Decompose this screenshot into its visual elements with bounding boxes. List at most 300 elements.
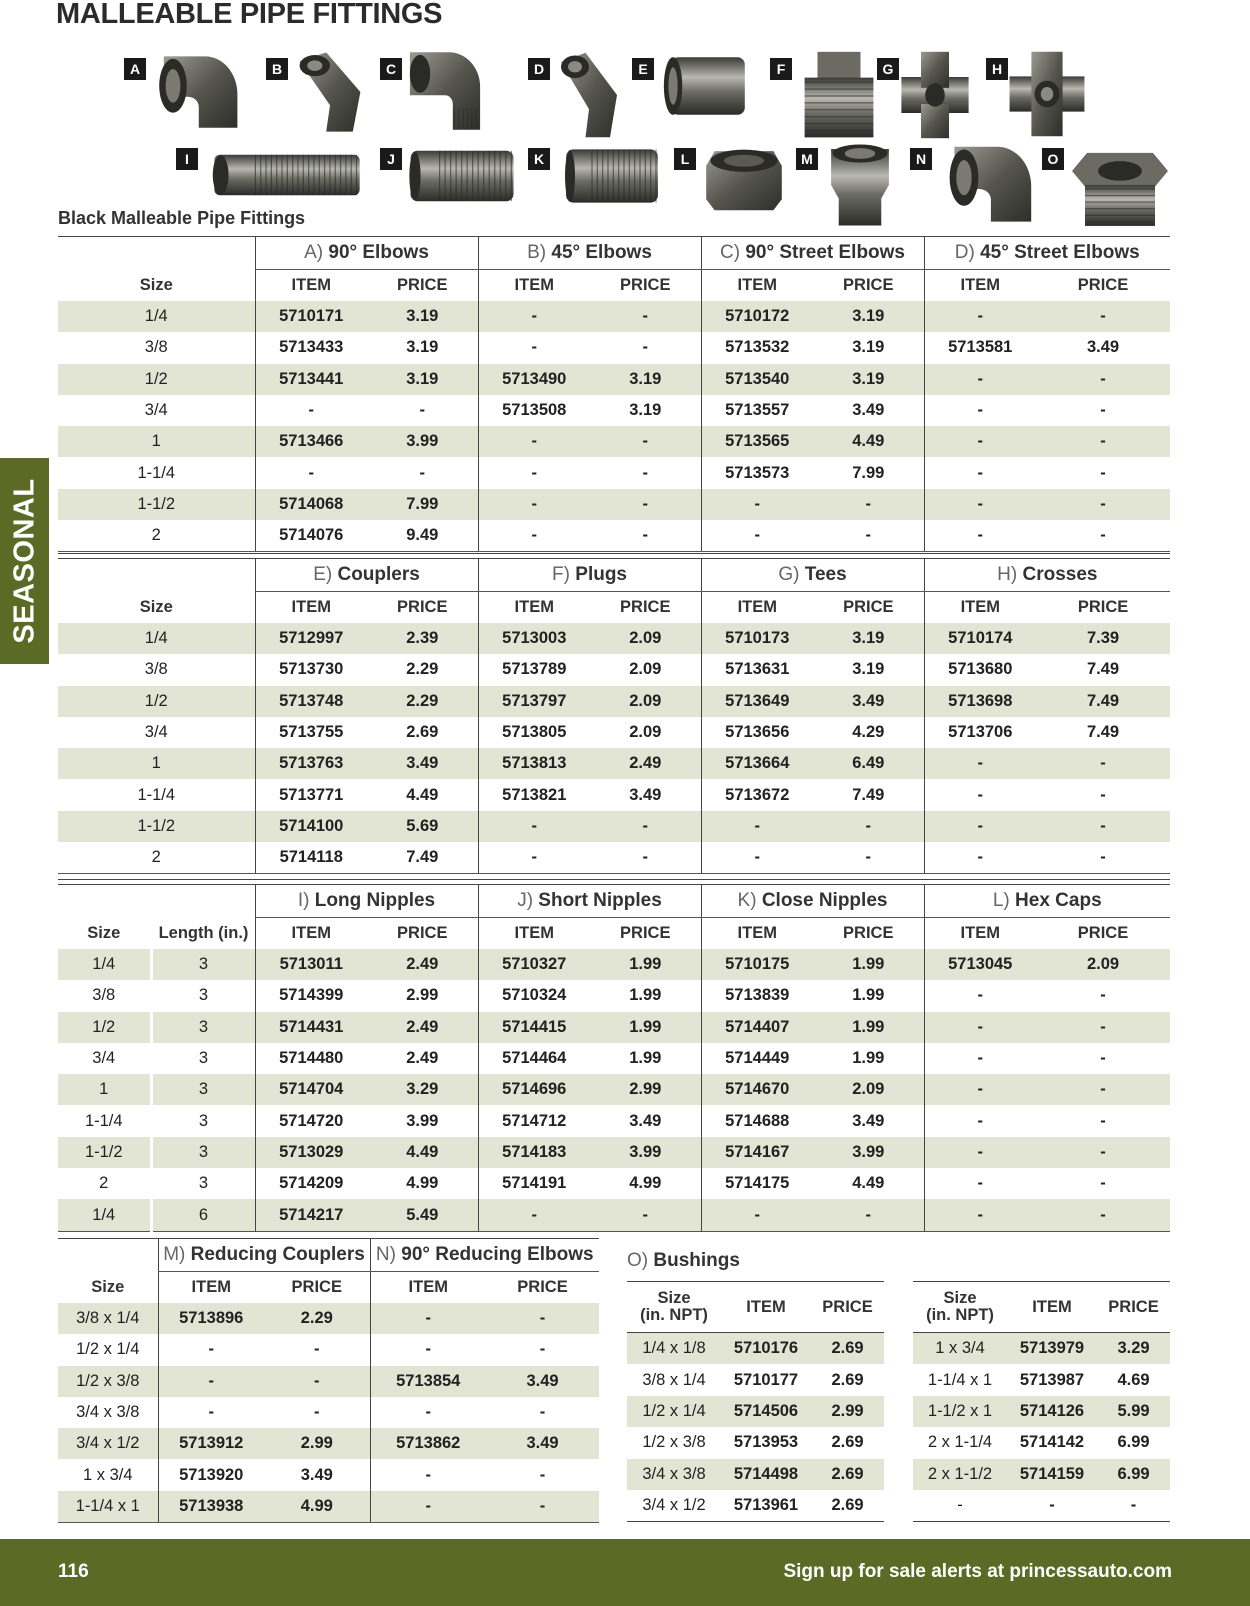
item-number-cell: - <box>478 332 590 363</box>
price-cell: 2.09 <box>629 660 662 679</box>
price-cell: - <box>1036 489 1170 520</box>
size-cell: 1 <box>58 1074 151 1105</box>
item-number-cell: 5713532 <box>701 332 813 363</box>
item-number-cell: 5713813 <box>478 748 590 779</box>
group-header: J) Short Nipples <box>478 885 701 918</box>
size-col-header: Size <box>91 1277 125 1296</box>
size-cell: 1 <box>58 748 255 779</box>
price-cell: - <box>1100 785 1106 804</box>
item-number-cell: 5713003 <box>478 623 590 654</box>
item-number-cell: 5710171 <box>255 301 367 332</box>
item-number-cell: 5714068 <box>255 489 367 520</box>
fitting-letter-label: B <box>266 58 288 80</box>
size-cell: 1/2 <box>58 1012 151 1043</box>
price-cell: 2.49 <box>406 1049 439 1068</box>
price-cell: - <box>1100 463 1106 482</box>
size-col-header: Size <box>87 923 121 942</box>
page-number: 116 <box>58 1561 89 1582</box>
item-number-cell: 5713656 <box>701 717 813 748</box>
item-number-cell: 5713748 <box>255 686 367 717</box>
item-number-cell: - <box>701 489 813 520</box>
table-divider <box>58 879 1170 880</box>
fitting-letter-label: H <box>986 58 1008 80</box>
length-cell: 3 <box>151 1074 255 1105</box>
price-cell: - <box>1100 1111 1106 1130</box>
price-cell: - <box>813 842 924 874</box>
price-cell: - <box>486 1303 599 1334</box>
item-number-cell: - <box>255 457 367 488</box>
price-cell: - <box>539 1340 546 1359</box>
fitting-letter-label: I <box>176 148 198 170</box>
price-cell: 1.99 <box>852 986 885 1005</box>
table-row <box>58 1334 599 1365</box>
price-cell: 7.99 <box>852 463 885 482</box>
table-row <box>58 364 1170 395</box>
table-caption: Black Malleable Pipe Fittings <box>58 208 306 228</box>
item-number-cell: 5714399 <box>255 980 367 1011</box>
table-row <box>913 1490 1170 1522</box>
price-cell: 3.19 <box>813 623 924 654</box>
fitting-letter-label: A <box>124 58 146 80</box>
price-cell: - <box>590 842 701 874</box>
price-cell: 3.19 <box>406 338 439 357</box>
price-cell: 3.99 <box>406 1111 439 1130</box>
item-number-cell: - <box>370 1303 486 1334</box>
item-number-cell: - <box>701 1199 813 1231</box>
price-cell: 3.19 <box>367 301 478 332</box>
group-header: C) 90° Street Elbows <box>701 237 924 270</box>
item-number-cell: - <box>478 457 590 488</box>
price-cell: - <box>1036 1074 1170 1105</box>
size-cell: 1-1/2 x 1 <box>913 1396 1007 1427</box>
item-number-cell: 5714209 <box>255 1168 367 1199</box>
size-npt-col-header: Size (in. NPT) <box>627 1282 721 1333</box>
price-cell: 2.69 <box>406 723 439 742</box>
length-cell: 3 <box>151 949 255 980</box>
item-number-cell: 5713573 <box>701 457 813 488</box>
fittings-gallery <box>0 40 1250 230</box>
price-cell: 2.49 <box>590 748 701 779</box>
group-header: N) 90° Reducing Elbows <box>370 1239 599 1272</box>
length-cell: 3 <box>151 1137 255 1168</box>
price-cell: 5.69 <box>367 811 478 842</box>
item-number-cell: - <box>370 1491 486 1523</box>
item-col-header: ITEM <box>701 918 813 950</box>
price-cell: 3.49 <box>300 1465 333 1484</box>
price-cell: - <box>1097 1490 1170 1522</box>
price-cell: 3.49 <box>813 686 924 717</box>
group-header: D) 45° Street Elbows <box>924 237 1170 270</box>
item-number-cell: 5714431 <box>255 1012 367 1043</box>
table-row <box>58 811 1170 842</box>
reducing-coupler-icon <box>822 140 898 230</box>
price-cell: 2.69 <box>811 1490 884 1522</box>
hex-cap-icon <box>702 140 786 214</box>
price-cell: - <box>486 1491 599 1523</box>
price-cell: 5.49 <box>367 1199 478 1231</box>
item-number-cell: 5714704 <box>255 1074 367 1105</box>
price-cell: - <box>1100 1049 1106 1068</box>
item-number-cell: - <box>924 457 1036 488</box>
item-number-cell: 5713896 <box>158 1303 264 1334</box>
nipples-hexcaps-table <box>58 884 1170 1232</box>
table-row <box>58 1043 1170 1074</box>
table-row <box>58 301 1170 332</box>
item-number-cell: 5713979 <box>1007 1333 1097 1365</box>
size-cell: 1-1/4 <box>84 1111 123 1130</box>
size-cell: 3/8 <box>144 660 168 679</box>
table-row <box>58 1168 1170 1199</box>
item-number-cell: 5714670 <box>701 1074 813 1105</box>
reducing-elbow-icon <box>940 138 1036 226</box>
long-nipple-icon <box>208 146 366 204</box>
item-number-cell: - <box>701 842 813 874</box>
item-number-cell: - <box>701 520 813 552</box>
price-cell: 9.49 <box>367 520 478 552</box>
table-row <box>627 1333 884 1365</box>
price-cell: - <box>314 1403 320 1422</box>
price-cell: 4.29 <box>852 723 885 742</box>
item-number-cell: 5713763 <box>255 748 367 779</box>
price-cell: 3.49 <box>629 785 662 804</box>
item-number-cell: - <box>158 1397 264 1428</box>
street-elbow-90-icon <box>406 48 484 134</box>
item-number-cell: - <box>370 1334 486 1365</box>
price-cell: - <box>590 489 701 520</box>
item-number-cell: 5710324 <box>478 980 590 1011</box>
sale-alerts-link[interactable]: Sign up for sale alerts at princessauto.com <box>783 1561 1172 1582</box>
table-row <box>58 1199 1170 1231</box>
table-row <box>58 520 1170 552</box>
item-number-cell: 5712997 <box>255 623 367 654</box>
item-number-cell: 5714449 <box>701 1043 813 1074</box>
item-number-cell: 5713672 <box>701 779 813 810</box>
length-cell: 3 <box>151 1105 255 1136</box>
price-cell: 3.19 <box>367 364 478 395</box>
item-number-cell: 5714480 <box>255 1043 367 1074</box>
length-cell: 3 <box>151 980 255 1011</box>
size-cell: 1/4 <box>58 623 255 654</box>
size-cell: 2 x 1-1/2 <box>913 1459 1007 1490</box>
item-number-cell: 5714407 <box>701 1012 813 1043</box>
price-cell: 4.49 <box>406 785 439 804</box>
price-cell: - <box>642 338 648 357</box>
price-cell: - <box>1100 401 1106 420</box>
price-cell: 4.99 <box>406 1174 439 1193</box>
item-number-cell: 5713953 <box>733 1433 799 1452</box>
price-cell: 3.19 <box>852 338 885 357</box>
item-number-cell: 5713961 <box>721 1490 811 1522</box>
group-header: L) Hex Caps <box>924 885 1170 918</box>
size-cell: 1 <box>58 426 255 457</box>
price-cell: 2.69 <box>831 1433 864 1452</box>
item-col-header: ITEM <box>255 918 367 950</box>
group-header: G) Tees <box>701 559 924 592</box>
size-cell: 3/8 x 1/4 <box>642 1370 706 1389</box>
size-cell: 3/4 x 1/2 <box>58 1428 158 1459</box>
item-number-cell: 5710174 <box>924 623 1036 654</box>
price-cell: 3.29 <box>367 1074 478 1105</box>
size-cell: 3/4 <box>92 1049 116 1068</box>
item-number-cell: - <box>158 1334 264 1365</box>
price-cell: - <box>1036 748 1170 779</box>
item-number-cell: 5713466 <box>255 426 367 457</box>
table-row <box>58 1137 1170 1168</box>
price-col-header: PRICE <box>811 1282 884 1333</box>
size-cell: 1-1/4 <box>137 785 176 804</box>
item-number-cell: 5713441 <box>255 364 367 395</box>
item-number-cell: 5710177 <box>733 1370 799 1389</box>
table-row <box>913 1427 1170 1458</box>
price-cell: 2.99 <box>811 1396 884 1427</box>
item-number-cell: 5714217 <box>255 1199 367 1231</box>
size-cell: 3/8 <box>92 986 116 1005</box>
blank-header <box>58 885 255 918</box>
price-cell: 3.99 <box>590 1137 701 1168</box>
price-cell: 1.99 <box>590 1012 701 1043</box>
size-cell: 3/4 x 3/8 <box>627 1459 721 1490</box>
item-number-cell: 5714175 <box>701 1168 813 1199</box>
table-row <box>913 1333 1170 1365</box>
cross-icon <box>1008 50 1086 138</box>
item-col-header: ITEM <box>478 918 590 950</box>
reducing-fittings-table <box>58 1238 599 1523</box>
item-col-header: ITEM <box>255 592 367 624</box>
fitting-letter-label: F <box>770 58 792 80</box>
item-col-header: ITEM <box>701 270 813 302</box>
size-cell: 1/4 <box>58 949 151 980</box>
item-number-cell: 5710172 <box>701 301 813 332</box>
table-divider <box>58 553 1170 554</box>
price-cell: - <box>1036 1137 1170 1168</box>
length-cell: 3 <box>151 1168 255 1199</box>
size-cell: 3/8 <box>144 338 168 357</box>
table-row <box>58 686 1170 717</box>
price-col-header: PRICE <box>843 598 894 616</box>
price-col-header: PRICE <box>397 924 448 942</box>
blank-header <box>58 237 255 270</box>
item-number-cell: 5713706 <box>924 717 1036 748</box>
price-cell: - <box>590 520 701 552</box>
price-col-header: PRICE <box>620 924 671 942</box>
table-row <box>58 1491 599 1523</box>
item-number-cell: - <box>1007 1490 1097 1522</box>
price-col-header: PRICE <box>1077 276 1129 294</box>
item-number-cell: 5714696 <box>478 1074 590 1105</box>
price-cell: 3.49 <box>1086 338 1120 357</box>
item-number-cell: 5710173 <box>701 623 813 654</box>
size-cell: 1/2 <box>58 686 255 717</box>
item-number-cell: 5713029 <box>255 1137 367 1168</box>
item-number-cell: 5714498 <box>721 1459 811 1490</box>
price-cell: 7.49 <box>852 785 885 804</box>
price-cell: - <box>590 1199 701 1231</box>
price-cell: 1.99 <box>629 986 662 1005</box>
item-number-cell: - <box>924 980 1036 1011</box>
coupler-icon <box>662 50 754 122</box>
item-number-cell: 5713490 <box>478 364 590 395</box>
item-number-cell: 5713771 <box>255 779 367 810</box>
item-number-cell: 5713938 <box>158 1491 264 1523</box>
fitting-letter-label: K <box>528 148 550 170</box>
fitting-letter-label: O <box>1042 148 1064 170</box>
size-cell: 1 x 3/4 <box>82 1465 133 1484</box>
size-cell: 1-1/4 x 1 <box>58 1491 158 1523</box>
item-number-cell: 5714076 <box>255 520 367 552</box>
price-cell: 2.09 <box>629 723 662 742</box>
table-row <box>58 395 1170 426</box>
price-cell: 6.99 <box>1097 1459 1170 1490</box>
item-number-cell: - <box>924 426 1036 457</box>
item-col-header: ITEM <box>924 592 1036 624</box>
item-number-cell: 5713854 <box>370 1366 486 1397</box>
item-number-cell: 5713540 <box>701 364 813 395</box>
table-row <box>58 489 1170 520</box>
group-header: K) Close Nipples <box>701 885 924 918</box>
item-number-cell: 5713011 <box>255 949 367 980</box>
item-number-cell: 5713045 <box>924 949 1036 980</box>
item-number-cell: - <box>478 489 590 520</box>
price-col-header: PRICE <box>843 276 894 294</box>
length-col-header: Length (in.) <box>151 918 255 950</box>
bushings-table-left <box>627 1281 884 1522</box>
price-cell: - <box>1036 364 1170 395</box>
item-number-cell: - <box>924 364 1036 395</box>
table-row <box>627 1396 884 1427</box>
price-cell: - <box>813 520 924 552</box>
fitting-letter-label: J <box>380 148 402 170</box>
price-col-header: PRICE <box>291 1278 342 1296</box>
item-number-cell: 5714712 <box>478 1105 590 1136</box>
price-cell: 6.49 <box>813 748 924 779</box>
table-row <box>58 1428 599 1459</box>
page-title: MALLEABLE PIPE FITTINGS <box>56 0 443 30</box>
item-col-header: ITEM <box>158 1272 264 1304</box>
price-cell: 2.99 <box>590 1074 701 1105</box>
item-number-cell: - <box>924 1074 1036 1105</box>
side-tab-label: SEASONAL <box>8 478 40 644</box>
price-cell: - <box>1100 986 1106 1005</box>
price-cell: 7.39 <box>1036 623 1170 654</box>
item-number-cell: - <box>924 489 1036 520</box>
price-cell: - <box>1036 520 1170 552</box>
couplers-plugs-tees-crosses-table <box>58 558 1170 874</box>
item-number-cell: 5713565 <box>701 426 813 457</box>
group-header: M) Reducing Couplers <box>158 1239 370 1272</box>
price-cell: 1.99 <box>590 949 701 980</box>
price-col-header: PRICE <box>620 598 671 616</box>
table-row <box>913 1459 1170 1490</box>
group-header: B) 45° Elbows <box>478 237 701 270</box>
size-npt-col-header: Size (in. NPT) <box>913 1282 1007 1333</box>
table-row <box>913 1396 1170 1427</box>
item-number-cell: 5713755 <box>255 717 367 748</box>
item-number-cell: 5714167 <box>701 1137 813 1168</box>
item-number-cell: 5710175 <box>701 949 813 980</box>
size-cell: 3/4 x 1/2 <box>627 1490 721 1522</box>
size-cell: 1/2 x 1/4 <box>627 1396 721 1427</box>
item-number-cell: - <box>478 301 590 332</box>
price-cell: 3.99 <box>367 426 478 457</box>
item-number-cell: 5714159 <box>1007 1459 1097 1490</box>
page-footer <box>0 1539 1250 1606</box>
price-cell: 3.19 <box>629 401 662 420</box>
price-cell: 1.99 <box>852 1049 885 1068</box>
size-cell: 2 x 1-1/4 <box>927 1433 993 1452</box>
price-cell: 2.69 <box>811 1459 884 1490</box>
price-cell: 4.69 <box>1117 1370 1150 1389</box>
price-cell: 4.99 <box>264 1491 370 1523</box>
street-elbow-45-icon <box>554 48 624 142</box>
price-cell: 3.99 <box>813 1137 924 1168</box>
item-number-cell: - <box>255 395 367 426</box>
item-number-cell: - <box>924 811 1036 842</box>
price-cell: 2.29 <box>367 686 478 717</box>
price-cell: 2.09 <box>590 623 701 654</box>
table-row <box>58 1012 1170 1043</box>
item-number-cell: - <box>478 426 590 457</box>
size-cell: 1/2 x 1/4 <box>76 1340 140 1359</box>
item-number-cell: 5713789 <box>478 654 590 685</box>
price-cell: 2.69 <box>831 1370 864 1389</box>
item-number-cell: 5713664 <box>701 748 813 779</box>
price-cell: 3.29 <box>1097 1333 1170 1365</box>
size-cell: 1/4 <box>58 301 255 332</box>
price-col-header: PRICE <box>397 598 448 616</box>
item-number-cell: 5714126 <box>1007 1396 1097 1427</box>
price-cell: - <box>1036 842 1170 874</box>
table-row <box>58 717 1170 748</box>
item-number-cell: 5713805 <box>478 717 590 748</box>
price-cell: 1.99 <box>813 1012 924 1043</box>
price-cell: 3.19 <box>813 301 924 332</box>
table-row <box>58 1366 599 1397</box>
price-cell: - <box>1036 426 1170 457</box>
item-number-cell: - <box>701 811 813 842</box>
table-row <box>58 426 1170 457</box>
table-row <box>627 1427 884 1458</box>
price-cell: - <box>1036 301 1170 332</box>
table-row <box>58 980 1170 1011</box>
short-nipple-icon <box>406 140 518 212</box>
item-number-cell: 5713649 <box>701 686 813 717</box>
item-number-cell: 5713912 <box>158 1428 264 1459</box>
price-cell: 6.99 <box>1117 1433 1150 1452</box>
item-number-cell: 5713680 <box>924 654 1036 685</box>
fitting-letter-label: M <box>796 148 818 170</box>
price-cell: 7.49 <box>367 842 478 874</box>
size-cell: 3/4 x 3/8 <box>76 1403 140 1422</box>
price-cell: 2.29 <box>406 660 439 679</box>
item-number-cell: 5714118 <box>255 842 367 874</box>
size-cell: 2 <box>58 842 255 874</box>
item-number-cell: 5713433 <box>255 332 367 363</box>
price-cell: 2.99 <box>406 986 439 1005</box>
price-cell: 3.49 <box>367 748 478 779</box>
item-number-cell: - <box>924 301 1036 332</box>
price-cell: 3.19 <box>813 364 924 395</box>
item-number-cell: 5713631 <box>701 654 813 685</box>
price-cell: 2.09 <box>1036 949 1170 980</box>
item-number-cell: - <box>924 748 1036 779</box>
size-cell: 1-1/2 <box>58 811 255 842</box>
price-cell: - <box>642 463 648 482</box>
price-cell: - <box>1036 1012 1170 1043</box>
price-cell: 7.49 <box>1036 686 1170 717</box>
price-cell: 4.99 <box>629 1174 662 1193</box>
item-number-cell: - <box>370 1459 486 1490</box>
size-cell: 1-1/4 x 1 <box>927 1370 993 1389</box>
